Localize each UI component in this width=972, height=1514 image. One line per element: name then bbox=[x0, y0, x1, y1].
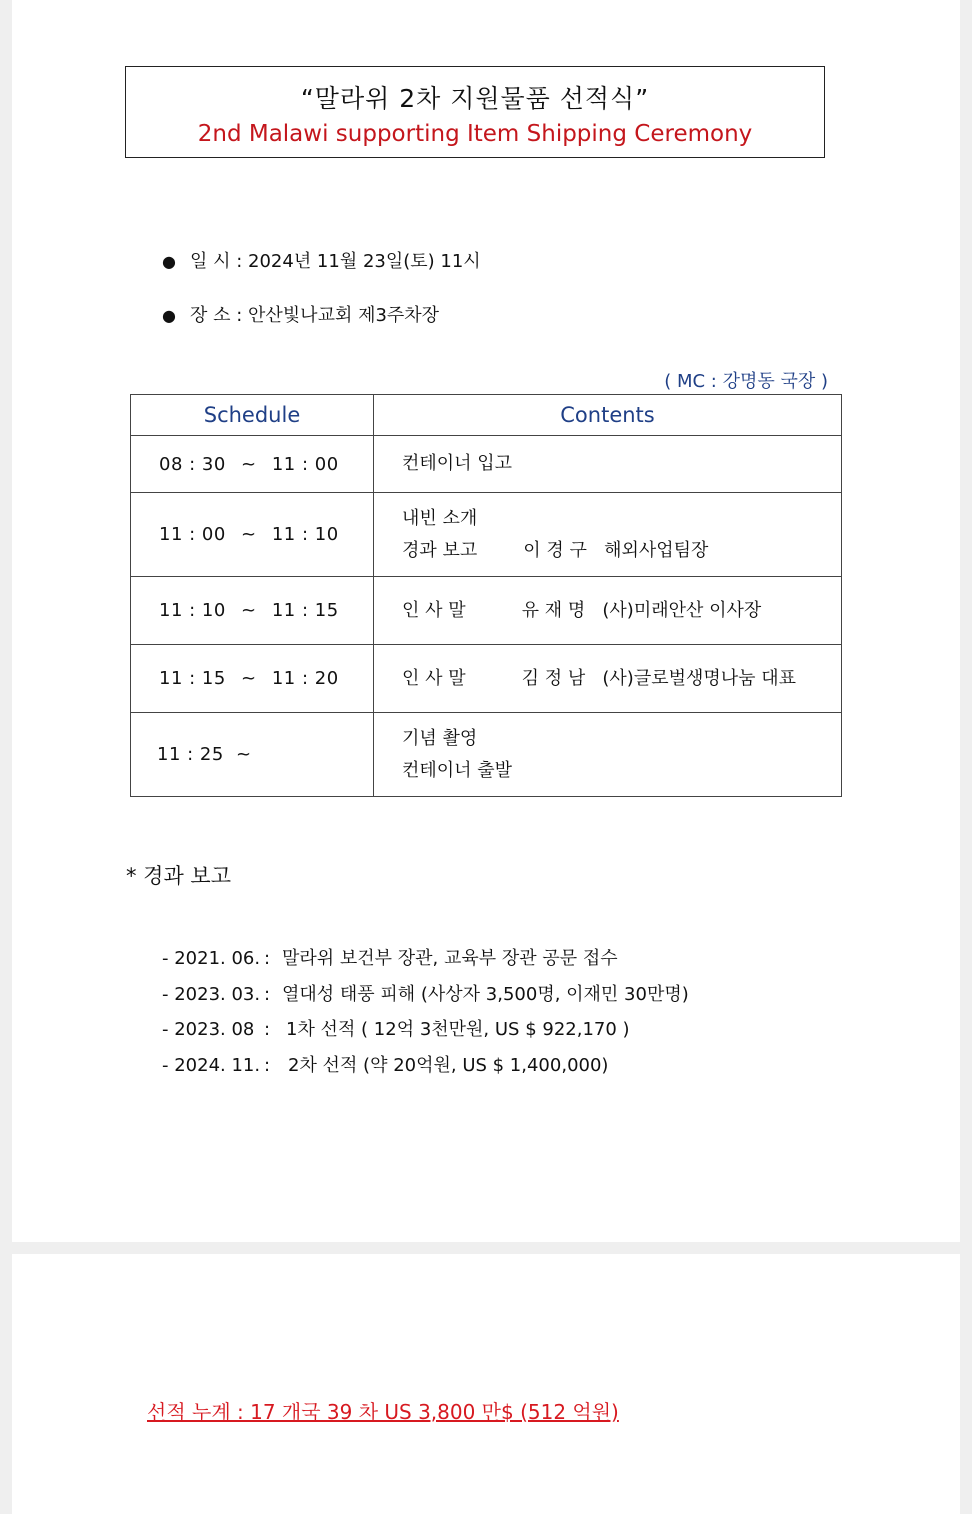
table-row bbox=[131, 436, 842, 493]
time-cell: 11 : 00 ~ 11 : 10 bbox=[131, 493, 374, 577]
history-item: - 2023. 08 : 1차 선적 ( 12억 3천만원, US $ 922,170 ) bbox=[162, 1019, 630, 1040]
content-cell: 기념 촬영 컨테이너 출발 bbox=[374, 713, 842, 797]
document-page-2 bbox=[12, 1254, 960, 1514]
title-box bbox=[125, 66, 825, 158]
schedule-header: Schedule bbox=[131, 395, 374, 436]
person-role: 해외사업팀장 bbox=[604, 539, 709, 561]
history-item: - 2023. 03. : 열대성 태풍 피해 (사상자 3,500명, 이재민 30만명) bbox=[162, 984, 689, 1005]
info-place-value: 안산빛나교회 제3주차장 bbox=[248, 305, 440, 326]
table-row bbox=[131, 577, 842, 645]
content-cell: 인 사 말 유 재 명 (사)미래안산 이사장 bbox=[374, 577, 842, 645]
bullet-icon: ● bbox=[162, 306, 176, 325]
document-page-1 bbox=[12, 0, 960, 1242]
title-english: 2nd Malawi supporting Item Shipping Ceremony bbox=[197, 121, 753, 147]
time-cell: 11 : 15 ~ 11 : 20 bbox=[131, 645, 374, 713]
time-cell: 08 : 30 ~ 11 : 00 bbox=[131, 436, 374, 493]
content-cell: 내빈 소개 경과 보고 이 경 구 해외사업팀장 bbox=[374, 493, 842, 577]
person-name: 유 재 명 bbox=[521, 599, 586, 621]
time-cell: 11 : 10 ~ 11 : 15 bbox=[131, 577, 374, 645]
bullet-icon: ● bbox=[162, 252, 176, 271]
content-cell: 인 사 말 김 정 남 (사)글로벌생명나눔 대표 bbox=[374, 645, 842, 713]
title-korean: “말라위 2차 지원물품 선적식” bbox=[300, 84, 650, 113]
info-date-label: 일 시 bbox=[190, 251, 231, 272]
history-item: - 2024. 11. : 2차 선적 (약 20억원, US $ 1,400,000) bbox=[162, 1055, 609, 1076]
info-place-label: 장 소 bbox=[190, 305, 231, 326]
content-cell: 컨테이너 입고 bbox=[374, 436, 842, 493]
schedule-table bbox=[130, 394, 842, 797]
info-date: ● 일 시 : 2024년 11월 23일(토) 11시 bbox=[162, 251, 481, 272]
history-title: * 경과 보고 bbox=[126, 864, 231, 888]
table-row bbox=[131, 493, 842, 577]
contents-header: Contents bbox=[374, 395, 842, 436]
person-name: 이 경 구 bbox=[523, 539, 587, 561]
shipping-total: 선적 누계 : 17 개국 39 차 US 3,800 만$ (512 억원) bbox=[147, 1400, 619, 1424]
table-row bbox=[131, 645, 842, 713]
table-header-row bbox=[131, 395, 842, 436]
mc-label: ( MC : 강명동 국장 ) bbox=[664, 371, 828, 392]
person-role: (사)미래안산 이사장 bbox=[602, 599, 762, 621]
table-row bbox=[131, 713, 842, 797]
info-date-value: 2024년 11월 23일(토) 11시 bbox=[248, 251, 481, 272]
history-item: - 2021. 06. : 말라위 보건부 장관, 교육부 장관 공문 접수 bbox=[162, 948, 618, 969]
time-cell: 11 : 25 ~ bbox=[131, 713, 374, 797]
person-role: (사)글로벌생명나눔 대표 bbox=[602, 667, 797, 689]
info-place: ● 장 소 : 안산빛나교회 제3주차장 bbox=[162, 305, 440, 326]
person-name: 김 정 남 bbox=[521, 667, 586, 689]
